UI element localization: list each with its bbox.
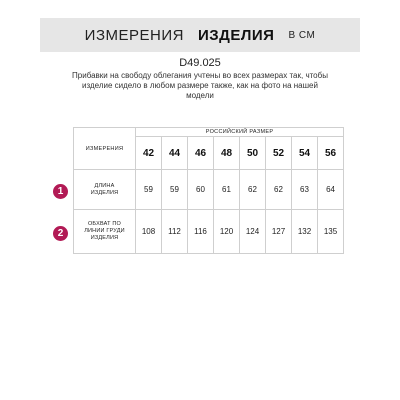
row-label-line: ИЗДЕЛИЯ: [90, 189, 119, 196]
row-marker-1: 1: [53, 184, 68, 199]
title-bar: [40, 18, 360, 52]
product-code: D49.025: [179, 57, 221, 69]
title-product: ИЗДЕЛИЯ: [197, 26, 275, 44]
value-cell: 112: [162, 210, 188, 254]
size-header-cell: 50: [240, 137, 266, 170]
value-cell: 127: [266, 210, 292, 254]
size-header-cell: 56: [318, 137, 344, 170]
size-table: [73, 127, 344, 254]
table-row: [74, 170, 344, 210]
row-label-chest: [74, 210, 136, 254]
fit-note: [70, 71, 330, 101]
title-measurements: ИЗМЕРЕНИЯ: [84, 26, 184, 44]
value-cell: 135: [318, 210, 344, 254]
size-header-cell: 48: [214, 137, 240, 170]
value-cell: 62: [240, 170, 266, 210]
value-cell: 63: [292, 170, 318, 210]
row-label-line: ДЛИНА: [94, 182, 115, 189]
size-header-cell: 44: [162, 137, 188, 170]
fit-note-line: Прибавки на свободу облегания учтены во всех размерах так, чтобы: [72, 71, 328, 80]
row-marker-2: 2: [53, 226, 68, 241]
size-header-cell: 42: [136, 137, 162, 170]
row-label-line: ОБХВАТ ПО: [87, 221, 122, 227]
value-cell: 120: [214, 210, 240, 254]
fit-note-line: модели: [186, 91, 214, 100]
size-header-cell: 52: [266, 137, 292, 170]
value-cell: 61: [214, 170, 240, 210]
value-cell: 62: [266, 170, 292, 210]
fit-note-line: изделие сидело в любом размере также, как на фото на нашей: [82, 81, 318, 90]
value-cell: 59: [136, 170, 162, 210]
measure-column-header: ИЗМЕРЕНИЯ: [74, 128, 136, 170]
value-cell: 124: [240, 210, 266, 254]
row-label-line: ИЗДЕЛИЯ: [90, 235, 119, 241]
value-cell: 132: [292, 210, 318, 254]
value-cell: 108: [136, 210, 162, 254]
table-row: [74, 210, 344, 254]
value-cell: 59: [162, 170, 188, 210]
value-cell: 116: [188, 210, 214, 254]
size-header-cell: 46: [188, 137, 214, 170]
value-cell: 60: [188, 170, 214, 210]
row-label-line: ЛИНИИ ГРУДИ: [84, 228, 125, 234]
value-cell: 64: [318, 170, 344, 210]
size-header-cell: 54: [292, 137, 318, 170]
row-label-length: [74, 170, 136, 210]
title-unit: В СМ: [288, 29, 316, 41]
size-group-header: РОССИЙСКИЙ РАЗМЕР: [136, 128, 344, 137]
